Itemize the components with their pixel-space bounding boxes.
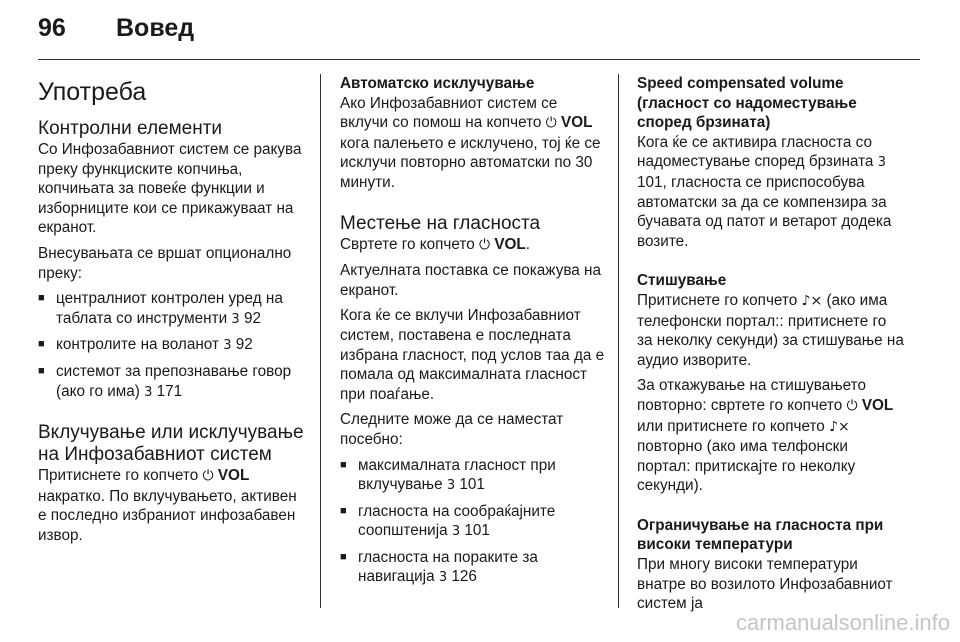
volume-paragraph-3: Кога ќе се вклучи Инфозабавниот систем, поставена е последната избрана гласност, под услов таа да е помала од максималната гласност при поаѓање. — [340, 307, 605, 403]
speed-volume-paragraph: Кога ќе се активира гласноста со надоместување според брзината 3 101, гласноста се приспособува автоматски за да се компензира за бучавата од патот и ветарот додека возите. — [637, 133, 892, 250]
inputs-paragraph: Внесувањата се вршат опционално преку: — [38, 244, 292, 282]
controls-heading: Контролни елементи — [38, 118, 223, 139]
power-heading: Вклучување или исклучување на Инфозабавниот систем — [38, 422, 304, 466]
volume-heading: Местење на гласноста — [340, 212, 541, 234]
list-item: ■ максималната гласност при вклучување 3 101 — [340, 456, 608, 496]
mute-icon: ♪⨯ — [801, 292, 823, 309]
reference-arrow-icon: 3 — [451, 524, 461, 540]
mute-paragraph-1: Притиснете го копчето ♪⨯ (ако има телефонски портал:: притиснете го за неколку секунди) за стишување на аудио изворите. — [637, 291, 904, 369]
list-item: ■ гласноста на сообраќајните соопштенија 3 101 — [340, 502, 608, 542]
list-item: ■ централниот контролен уред на таблата со инструменти 3 92 — [38, 289, 306, 329]
mute-heading: Стишување — [637, 272, 727, 290]
volume-paragraph-2: Актуелната поставка се покажува на екранот. — [340, 262, 602, 299]
reference-arrow-icon: 3 — [438, 570, 448, 586]
list-item: ■ гласноста на пораките за навигација 3 126 — [340, 548, 608, 588]
controls-paragraph: Со Инфозабавниот систем се ракува преку функциските копчиња, копчињата за повеќе функции и изборниците кои се прикажуваат на екранот. — [38, 141, 302, 237]
reference-arrow-icon: 3 — [231, 311, 240, 327]
column-1 — [38, 74, 306, 552]
list-item: ■ контролите на воланот 3 92 — [38, 335, 306, 356]
page-ref[interactable]: 126 — [451, 568, 477, 586]
mute-icon: ♪⨯ — [829, 418, 850, 435]
page-ref[interactable]: 92 — [235, 336, 253, 354]
page-ref[interactable]: 101 — [464, 522, 490, 540]
header-rule — [38, 59, 920, 60]
temp-limit-paragraph: При многу високи температури внатре во возилото Инфозабавниот систем ја — [637, 556, 893, 613]
page-ref[interactable]: 171 — [156, 382, 183, 400]
speed-volume-heading: Speed compensated volume (гласност со надоместување според брзината) — [637, 75, 857, 132]
volume-paragraph-1: Свртете го копчето ⏻ VOL. — [340, 235, 531, 253]
auto-off-paragraph: Ако Инфозабавниот систем се вклучи со помош на копчето ⏻ VOL кога палењето е исклучено, тој ќе се исклучи повторно автоматски по 30 минути. — [340, 94, 601, 191]
page-ref[interactable]: 92 — [243, 309, 261, 327]
input-list — [38, 289, 306, 402]
column-3 — [637, 74, 905, 620]
reference-arrow-icon: 3 — [223, 338, 232, 354]
page-ref[interactable]: 101 — [459, 476, 485, 494]
reference-arrow-icon: 3 — [877, 155, 886, 171]
reference-arrow-icon: 3 — [446, 478, 456, 494]
page-header — [38, 14, 194, 48]
volume-list — [340, 456, 608, 589]
power-knob-icon: ⏻ — [545, 115, 557, 132]
list-item: ■ системот за препознавање говор (ако го има) 3 171 — [38, 362, 306, 402]
column-divider-2 — [618, 74, 619, 608]
chapter-title: Вовед — [116, 14, 195, 42]
column-2 — [340, 74, 608, 594]
section-title: Употреба — [38, 78, 147, 106]
watermark: carmanualsonline.info — [735, 610, 950, 635]
column-divider-1 — [320, 74, 321, 608]
page-ref[interactable]: 101 — [637, 173, 663, 191]
reference-arrow-icon: 3 — [144, 384, 153, 400]
page-number: 96 — [38, 14, 66, 42]
power-knob-icon: ⏻ — [479, 236, 491, 253]
mute-paragraph-2: За откажување на стишувањето повторно: свртете го копчето ⏻ VOL или притиснете го копчето ♪⨯ повторно (ако има телфонски портал: притискајте го неколку секунди). — [637, 377, 894, 495]
auto-off-heading: Автоматско исклучување — [340, 75, 535, 92]
volume-paragraph-4: Следните може да се наместат посебно: — [340, 411, 564, 448]
power-knob-icon: ⏻ — [202, 468, 214, 485]
power-knob-icon: ⏻ — [846, 397, 858, 414]
power-paragraph: Притиснете го копчето ⏻ VOL накратко. По вклучувањето, активен е последно избраниот инфозабавен извор. — [38, 467, 297, 544]
temp-limit-heading: Ограничување на гласноста при високи температури — [637, 516, 884, 554]
